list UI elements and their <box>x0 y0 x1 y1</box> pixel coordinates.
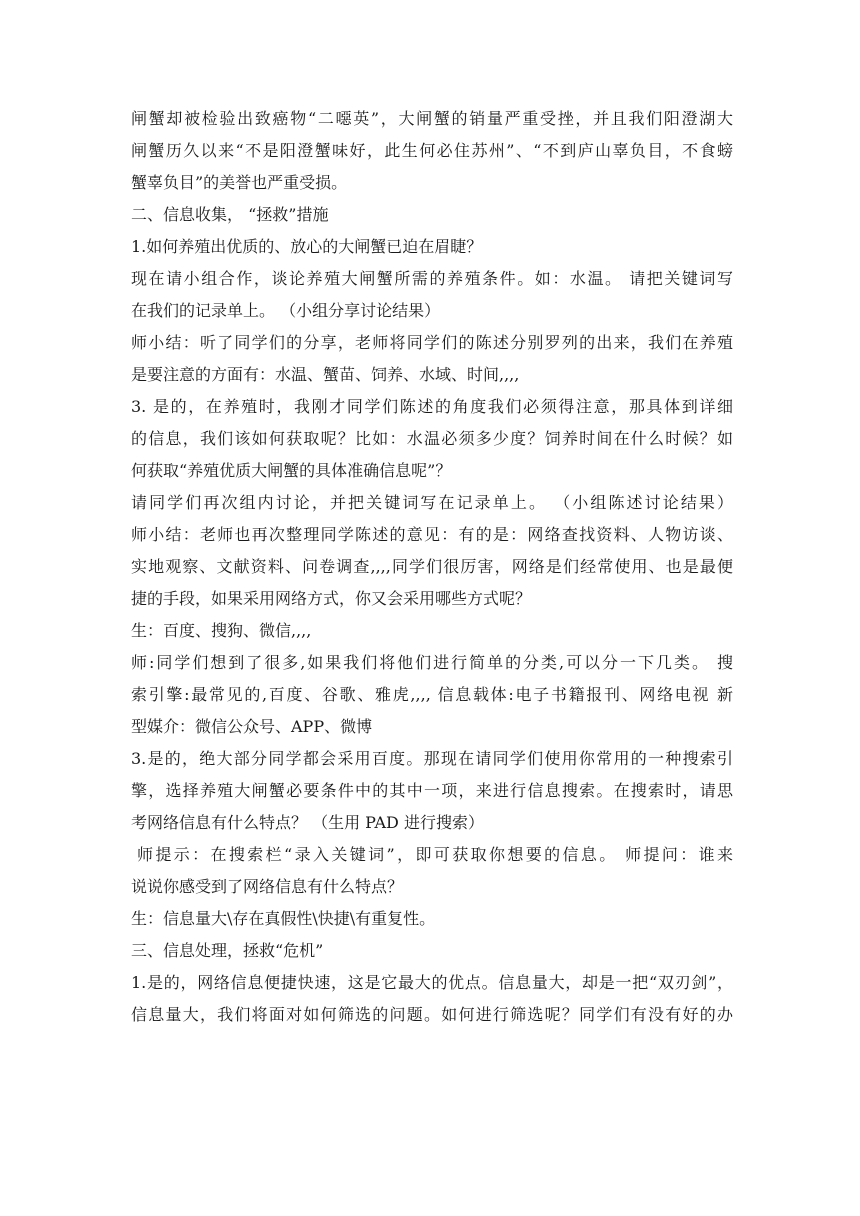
text-line: 师:同学们想到了很多,如果我们将他们进行简单的分类,可以分一下几类。 搜 <box>131 653 733 672</box>
text-line: 师提示：在搜索栏“录入关键词”，即可获取你想要的信息。 师提问：谁来 <box>137 845 733 864</box>
text-line: 请同学们再次组内讨论，并把关键词写在记录单上。 （小组陈述讨论结果） <box>131 493 733 512</box>
text-line: 1.是的，网络信息便捷快速，这是它最大的优点。信息量大，却是一把“双刃剑”， <box>131 973 733 992</box>
text-line: 生：信息量大\存在真假性\快捷\有重复性。 <box>131 909 436 928</box>
text-line: 的信息，我们该如何获取呢？比如：水温必须多少度？饲养时间在什么时候？如 <box>131 429 733 448</box>
text-line: 师小结：老师也再次整理同学陈述的意见：有的是：网络查找资料、人物访谈、 <box>131 525 733 544</box>
section-heading: 三、信息处理，拯救“危机” <box>131 941 324 960</box>
section-heading: 二、信息收集， “拯救”措施 <box>131 205 329 224</box>
text-line: 索引擎:最常见的,百度、谷歌、雅虎,,,, 信息载体:电子书籍报刊、网络电视 新 <box>131 685 733 704</box>
text-line: 3.是的，绝大部分同学都会采用百度。那现在请同学们使用你常用的一种搜索引 <box>131 749 733 768</box>
text-line: 蟹辜负目”的美誉也严重受损。 <box>131 173 348 192</box>
text-line: 在我们的记录单上。 （小组分享讨论结果） <box>131 301 441 320</box>
text-line: 实地观察、文献资料、问卷调查,,,,同学们很厉害，网络是们经常使用、也是最便 <box>131 557 733 576</box>
text-line: 闸蟹历久以来“不是阳澄蟹味好，此生何必住苏州”、“不到庐山辜负目，不食螃 <box>131 141 733 160</box>
text-line: 现在请小组合作，谈论养殖大闸蟹所需的养殖条件。如：水温。 请把关键词写 <box>131 269 733 288</box>
text-line: 何获取“养殖优质大闸蟹的具体准确信息呢”？ <box>131 461 452 480</box>
text-line: 擎，选择养殖大闸蟹必要条件中的其中一项，来进行信息搜索。在搜索时，请思 <box>131 781 733 800</box>
text-line: 3. 是的，在养殖时，我刚才同学们陈述的角度我们必须得注意，那具体到详细 <box>131 397 733 416</box>
text-line: 1.如何养殖出优质的、放心的大闸蟹已迫在眉睫？ <box>131 237 483 256</box>
text-line: 生：百度、搜狗、微信,,,, <box>131 621 312 640</box>
text-line: 捷的手段，如果采用网络方式，你又会采用哪些方式呢？ <box>131 589 532 608</box>
text-line: 信息量大，我们将面对如何筛选的问题。如何进行筛选呢？同学们有没有好的办 <box>131 1005 733 1024</box>
text-line: 说说你感受到了网络信息有什么特点？ <box>131 877 404 896</box>
document-body <box>131 103 733 1031</box>
text-line: 师小结：听了同学们的分享，老师将同学们的陈述分别罗列的出来，我们在养殖 <box>131 333 733 352</box>
text-line: 型媒介：微信公众号、APP、微博 <box>131 717 373 736</box>
text-line: 闸蟹却被检验出致癌物“二噁英”，大闸蟹的销量严重受挫，并且我们阳澄湖大 <box>131 109 733 128</box>
text-line: 考网络信息有什么特点？ （生用 PAD 进行搜索） <box>131 813 484 832</box>
text-line: 是要注意的方面有：水温、蟹苗、饲养、水域、时间,,,, <box>131 365 520 384</box>
